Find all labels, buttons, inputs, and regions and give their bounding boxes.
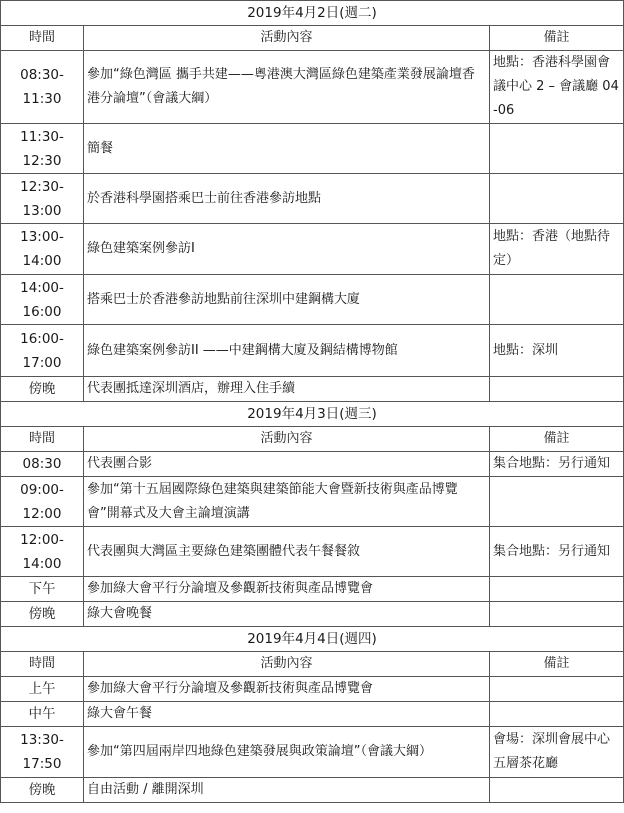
time-cell: 上午 bbox=[1, 677, 84, 702]
header-note: 備註 bbox=[490, 652, 624, 677]
table-row bbox=[1, 527, 624, 577]
table-row bbox=[1, 275, 624, 325]
header-note: 備註 bbox=[490, 427, 624, 452]
note-cell bbox=[490, 477, 624, 527]
note-cell: 集合地點：另行通知 bbox=[490, 452, 624, 477]
column-header-row bbox=[1, 652, 624, 677]
activity-cell: 綠色建築案例參訪I bbox=[84, 224, 490, 275]
time-cell: 傍晚 bbox=[1, 778, 84, 803]
header-note: 備註 bbox=[490, 26, 624, 51]
note-cell bbox=[490, 702, 624, 727]
table-row bbox=[1, 778, 624, 803]
activity-cell: 參加綠大會平行分論壇及參觀新技術與產品博覽會 bbox=[84, 677, 490, 702]
column-header-row bbox=[1, 26, 624, 51]
time-cell: 下午 bbox=[1, 577, 84, 602]
note-cell bbox=[490, 124, 624, 174]
note-cell: 地點：深圳 bbox=[490, 325, 624, 377]
activity-cell: 參加“第四屆兩岸四地綠色建築發展與政策論壇”（會議大綱） bbox=[84, 727, 490, 778]
table-row bbox=[1, 224, 624, 275]
note-cell bbox=[490, 778, 624, 803]
header-time: 時間 bbox=[1, 427, 84, 452]
table-row bbox=[1, 174, 624, 224]
note-cell bbox=[490, 377, 624, 402]
time-cell: 中午 bbox=[1, 702, 84, 727]
table-row bbox=[1, 727, 624, 778]
table-row bbox=[1, 677, 624, 702]
time-cell: 08:30- 11:30 bbox=[1, 51, 84, 124]
header-time: 時間 bbox=[1, 652, 84, 677]
activity-cell: 代表團與大灣區主要綠色建築團體代表午餐餐敘 bbox=[84, 527, 490, 577]
day-title-row bbox=[1, 1, 624, 26]
table-row bbox=[1, 602, 624, 627]
table-row bbox=[1, 51, 624, 124]
day-title: 2019年4月3日(週三) bbox=[1, 402, 624, 427]
time-cell: 11:30- 12:30 bbox=[1, 124, 84, 174]
note-cell: 會場：深圳會展中心五層茶花廳 bbox=[490, 727, 624, 778]
table-row bbox=[1, 325, 624, 377]
activity-cell: 綠大會晚餐 bbox=[84, 602, 490, 627]
activity-cell: 簡餐 bbox=[84, 124, 490, 174]
table-row bbox=[1, 702, 624, 727]
day-title: 2019年4月2日(週二) bbox=[1, 1, 624, 26]
schedule-body bbox=[1, 1, 624, 803]
note-cell bbox=[490, 677, 624, 702]
time-cell: 16:00- 17:00 bbox=[1, 325, 84, 377]
note-cell: 地點：香港科學園會議中心 2 – 會議廳 04-06 bbox=[490, 51, 624, 124]
day-title: 2019年4月4日(週四) bbox=[1, 627, 624, 652]
table-row bbox=[1, 577, 624, 602]
activity-cell: 代表團合影 bbox=[84, 452, 490, 477]
note-cell: 地點：香港（地點待定） bbox=[490, 224, 624, 275]
table-row bbox=[1, 477, 624, 527]
table-row bbox=[1, 452, 624, 477]
header-activity: 活動內容 bbox=[84, 26, 490, 51]
time-cell: 12:30- 13:00 bbox=[1, 174, 84, 224]
day-title-row bbox=[1, 402, 624, 427]
activity-cell: 搭乘巴士於香港參訪地點前往深圳中建鋼構大廈 bbox=[84, 275, 490, 325]
time-cell: 12:00- 14:00 bbox=[1, 527, 84, 577]
time-cell: 09:00- 12:00 bbox=[1, 477, 84, 527]
header-activity: 活動內容 bbox=[84, 652, 490, 677]
activity-cell: 參加綠大會平行分論壇及參觀新技術與產品博覽會 bbox=[84, 577, 490, 602]
activity-cell: 參加“第十五屆國際綠色建築與建築節能大會暨新技術與產品博覽會”開幕式及大會主論壇演講 bbox=[84, 477, 490, 527]
header-time: 時間 bbox=[1, 26, 84, 51]
activity-cell: 綠色建築案例參訪II ——中建鋼構大廈及鋼結構博物館 bbox=[84, 325, 490, 377]
note-cell bbox=[490, 174, 624, 224]
activity-cell: 於香港科學園搭乘巴士前往香港參訪地點 bbox=[84, 174, 490, 224]
table-row bbox=[1, 124, 624, 174]
activity-cell: 代表團抵達深圳酒店，辦理入住手續 bbox=[84, 377, 490, 402]
time-cell: 13:00- 14:00 bbox=[1, 224, 84, 275]
note-cell bbox=[490, 602, 624, 627]
note-cell bbox=[490, 577, 624, 602]
time-cell: 14:00- 16:00 bbox=[1, 275, 84, 325]
time-cell: 傍晚 bbox=[1, 602, 84, 627]
table-row bbox=[1, 377, 624, 402]
note-cell bbox=[490, 275, 624, 325]
activity-cell: 綠大會午餐 bbox=[84, 702, 490, 727]
day-title-row bbox=[1, 627, 624, 652]
header-activity: 活動內容 bbox=[84, 427, 490, 452]
time-cell: 08:30 bbox=[1, 452, 84, 477]
column-header-row bbox=[1, 427, 624, 452]
time-cell: 傍晚 bbox=[1, 377, 84, 402]
activity-cell: 參加“綠色灣區 攜手共建——粵港澳大灣區綠色建築產業發展論壇香港分論壇”（會議大綱） bbox=[84, 51, 490, 124]
note-cell: 集合地點：另行通知 bbox=[490, 527, 624, 577]
activity-cell: 自由活動 / 離開深圳 bbox=[84, 778, 490, 803]
time-cell: 13:30- 17:50 bbox=[1, 727, 84, 778]
